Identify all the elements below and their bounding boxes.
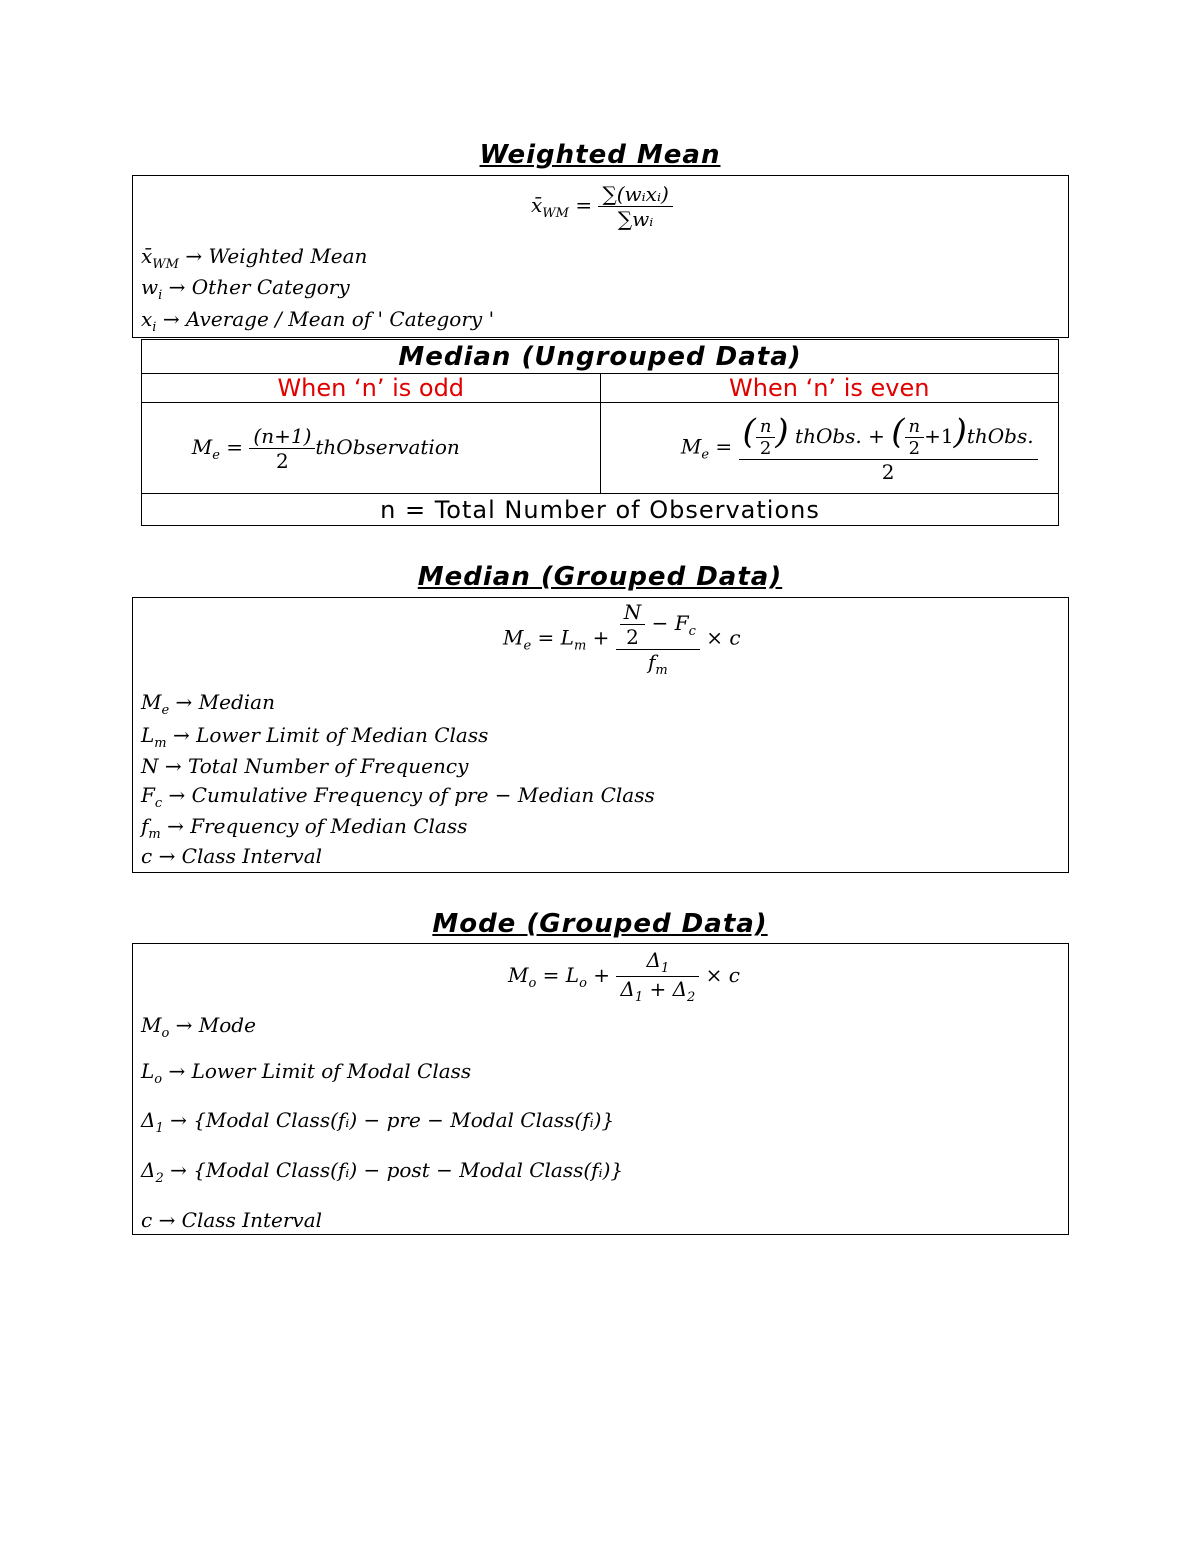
even-formula-cell: [600, 403, 1059, 494]
mo-def-0: $M_o$ → Mode: [141, 1013, 256, 1041]
weighted-mean-box: [132, 175, 1069, 338]
weighted-mean-title: Weighted Mean: [479, 140, 721, 170]
mg-def-0: $M_e$ → Median: [141, 690, 275, 718]
odd-formula-cell: [142, 403, 601, 494]
median-ungrouped-table: [141, 339, 1059, 526]
wm-def-0: $x̄_{WM}$ → Weighted Mean: [141, 244, 368, 272]
mg-def-5: c → Class Interval: [141, 844, 323, 868]
mode-grouped-formula: $M_o = L_o$ + $\frac{\Delta_1}{\Delta_1 + \Delta_2}$ × c: [508, 948, 741, 1005]
median-grouped-title: Median (Grouped Data): [417, 562, 783, 592]
median-grouped-formula: $M_e = L_m$ + $\frac{N}{2}$ − $F_c$ $f_m$ × c: [503, 600, 741, 678]
median-ungrouped-title: Median (Ungrouped Data): [142, 340, 1059, 374]
weighted-mean-formula: $x̄_{WM}$ = $\frac{\text{∑(wᵢxᵢ)}}{\text{∑wᵢ}}$: [531, 182, 673, 231]
mode-grouped-box: [132, 943, 1069, 1235]
odd-label: When ‘n’ is odd: [142, 374, 601, 403]
mo-def-3: $\Delta_2$ → {Modal Class(fᵢ) − post − Modal Class(fᵢ)}: [141, 1158, 624, 1186]
mg-def-1: $L_m$ → Lower Limit of Median Class: [141, 723, 489, 751]
even-label: When ‘n’ is even: [600, 374, 1059, 403]
mode-grouped-title: Mode (Grouped Data): [432, 909, 768, 939]
mg-def-4: $f_m$ → Frequency of Median Class: [141, 814, 468, 842]
median-ungrouped-footer: n = Total Number of Observations: [142, 494, 1059, 526]
even-formula: $M_e$ = ( $\frac{n}{2}$ ) thObs. + ( $\frac{n}{2}$ +1)thObs. 2: [661, 412, 1059, 484]
mo-def-1: $L_o$ → Lower Limit of Modal Class: [141, 1059, 472, 1087]
mo-def-4: c → Class Interval: [141, 1208, 323, 1232]
odd-formula: $M_e$ = $\frac{(n+1)}{2}$ thObservation: [191, 423, 460, 473]
median-grouped-box: [132, 597, 1069, 873]
wm-def-2: $x_i$ → Average / Mean of ' Category ': [141, 307, 495, 335]
wm-def-1: $w_i$ → Other Category: [141, 275, 350, 303]
mg-def-2: N → Total Number of Frequency: [141, 754, 469, 778]
mg-def-3: $F_c$ → Cumulative Frequency of pre − Median Class: [141, 783, 655, 811]
mo-def-2: $\Delta_1$ → {Modal Class(fᵢ) − pre − Modal Class(fᵢ)}: [141, 1108, 615, 1136]
